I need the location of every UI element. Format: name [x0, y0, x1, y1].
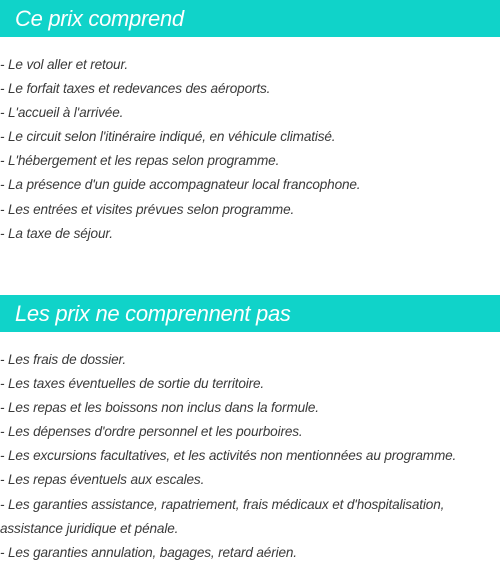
- list-item: - La présence d'un guide accompagnateur local francophone.: [0, 177, 361, 193]
- price-excludes-list: [0, 348, 500, 565]
- list-item: - Le vol aller et retour.: [0, 57, 128, 72]
- list-item: - Les frais de dossier.: [0, 352, 126, 367]
- list-item: - Les excursions facultatives, et les activités non mentionnées au programme.: [0, 448, 457, 464]
- list-item: - Les repas et les boissons non inclus dans la formule.: [0, 400, 319, 416]
- list-item: - L'hébergement et les repas selon programme.: [0, 153, 280, 169]
- list-item: - Les garanties assistance, rapatriement, frais médicaux et d'hospitalisation, assistance juridique et pénale.: [0, 496, 445, 536]
- list-item: - Les dépenses d'ordre personnel et les pourboires.: [0, 424, 303, 440]
- section-header-price-excludes: Les prix ne comprennent pas: [0, 295, 500, 332]
- list-item: - Les entrées et visites prévues selon programme.: [0, 201, 295, 217]
- list-item: - Le forfait taxes et redevances des aéroports.: [0, 81, 271, 97]
- list-item: - Les repas éventuels aux escales.: [0, 472, 205, 488]
- list-item: - Les taxes éventuelles de sortie du territoire.: [0, 376, 265, 392]
- list-item: - Les garanties annulation, bagages, retard aérien.: [0, 544, 297, 560]
- list-item: - La taxe de séjour.: [0, 225, 113, 241]
- section-header-price-includes: Ce prix comprend: [0, 0, 500, 37]
- price-includes-list: [0, 53, 500, 246]
- list-item: - L'accueil à l'arrivée.: [0, 105, 124, 121]
- list-item: - Le circuit selon l'itinéraire indiqué, en véhicule climatisé.: [0, 129, 336, 145]
